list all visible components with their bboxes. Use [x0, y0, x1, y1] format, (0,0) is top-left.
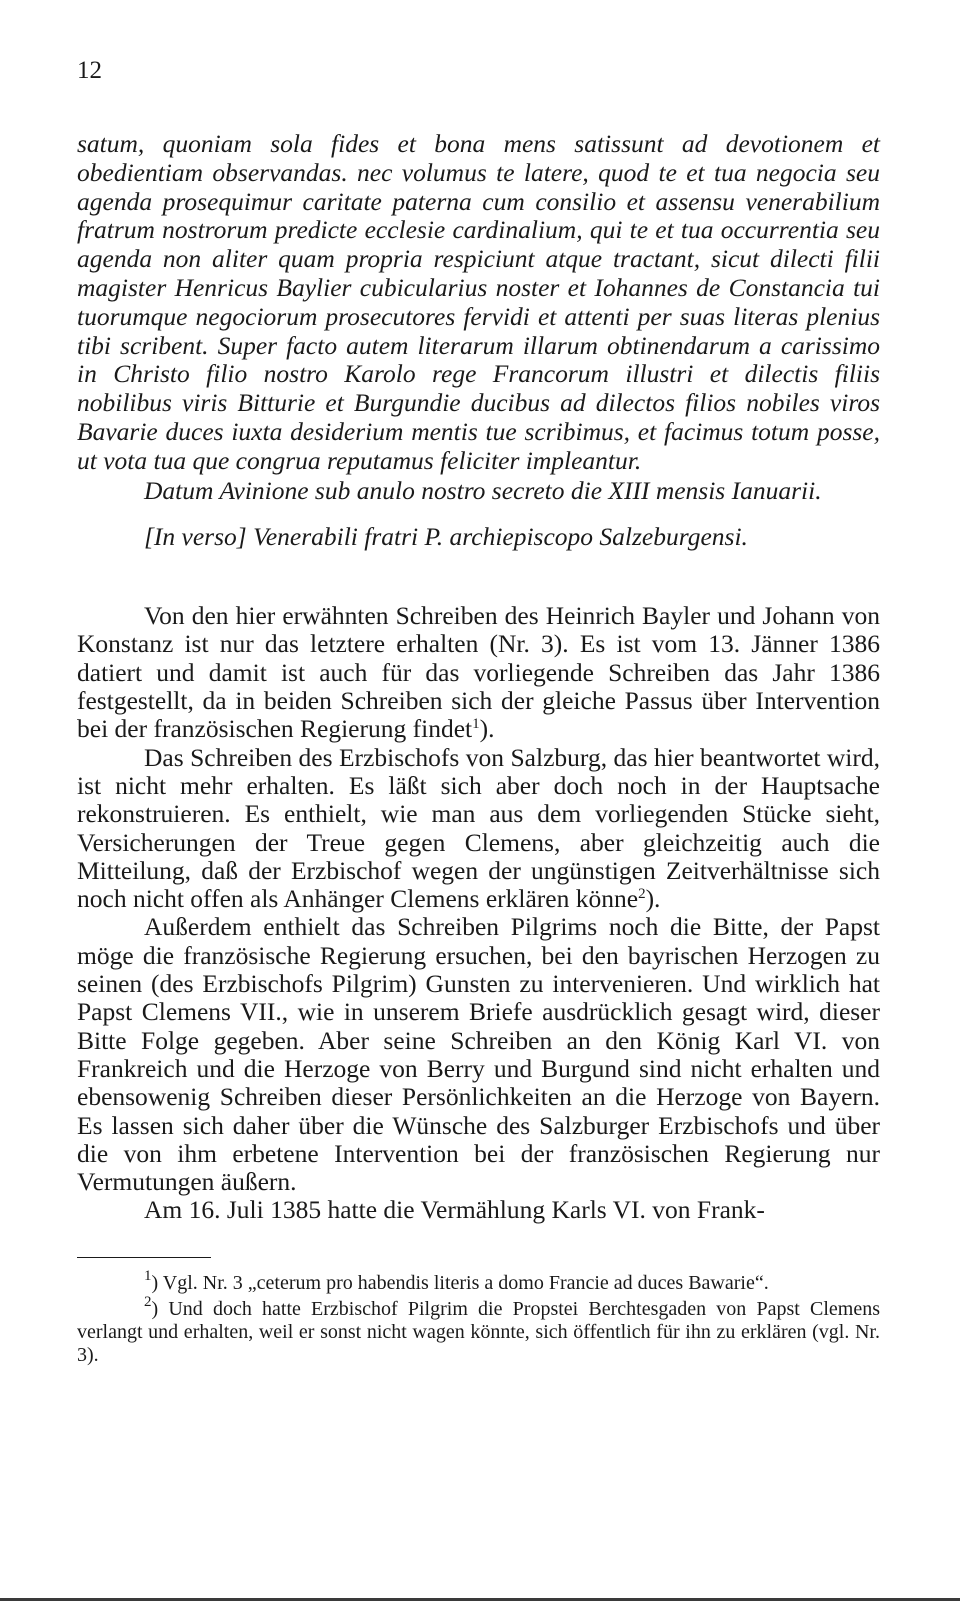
commentary-paragraph-2: [77, 744, 880, 914]
latin-letter-text: satum, quoniam sola fides et bona mens satissunt ad devotionem et obedientiam observandas. nec volumus te latere, quod te et tua negocia seu agenda prosequimur caritate paterna cum consilio et assensu venerabilium fratrum nostrorum predicte ecclesie cardinalium, qui te et tua occurrentia seu agenda non aliter quam propria respiciunt atque tractant, sicut dilecti filii magister Henricus Baylier cubicularius noster et Iohannes de Constancia tui tuorumque negociorum prosecutores fervidi et attenti per suas literas plenius tibi scribent. Super facto autem literarum illarum obtinendarum a carissimo in Christo filio nostro Karolo rege Francorum illustri et dilectis filiis nobilibus viris Bitturie et Burgundie ducibus ad dilectos filios nobiles viros Bavarie duces iuxta desiderium mentis tue scribimus, et facimus totum posse, ut vota tua que congrua reputamus feliciter impleantur.: [77, 129, 880, 475]
footnote-2-text: ) Und doch hatte Erzbischof Pilgrim die Propstei Berchtesgaden von Papst Clemens verlangt und erhalten, weil er sonst nicht wagen könnte, sich öffentlich für ihn zu erklären (vgl. Nr. 3).: [77, 1298, 880, 1367]
book-page: [77, 56, 880, 1367]
latin-verso-address: [In verso] Venerabili fratri P. archiepiscopo Salzeburgensi.: [144, 522, 748, 552]
footnote-divider: [77, 1257, 211, 1258]
footnote-1: [77, 1267, 880, 1295]
commentary-paragraph-4: Am 16. Juli 1385 hatte die Vermählung Karls VI. von Frank-: [144, 1195, 765, 1225]
page-number: 12: [77, 57, 102, 84]
commentary-paragraph-1-text: Von den hier erwähnten Schreiben des Heinrich Bayler und Johann von Konstanz ist nur das letztere erhalten (Nr. 3). Es ist vom 13. Jänner 1386 datiert und damit ist auch für das vorliegende Schreiben das Jahr 1386 festgestellt, da in beiden Schreiben sich der gleiche Passus über Intervention bei der französischen Regierung findet: [77, 601, 880, 744]
latin-dating-clause: Datum Avinione sub anulo nostro secreto die XIII mensis Ianuarii.: [144, 475, 822, 505]
footnote-2: [77, 1294, 880, 1367]
footnote-2-marker: 2: [144, 1294, 152, 1311]
commentary-paragraph-2-text: Das Schreiben des Erzbischofs von Salzburg, das hier beantwortet wird, ist nicht mehr erhalten. Es läßt sich aber doch noch in der Hauptsache rekonstruieren. Es enthielt, wie man aus dem vorliegenden Stücke sieht, Versicherungen der Treue gegen Clemens, aber gleichzeitig auch die Mitteilung, daß der Erzbischof wegen der ungünstigen Zeitverhältnisse sich noch nicht offen als Anhänger Clemens erklären könne: [77, 742, 880, 914]
commentary-paragraph-3: Außerdem enthielt das Schreiben Pilgrims noch die Bitte, der Papst möge die französische Regierung ersuchen, bei den bayrischen Herzogen zu seinen (des Erzbischofs Pilgrim) Gunsten zu intervenieren. Und wirklich hat Papst Clemens VII., wie in unserem Briefe ausdrücklich gesagt wird, dieser Bitte Folge gegeben. Aber seine Schreiben an den König Karl VI. von Frankreich und die Herzoge von Berry und Burgund sind nicht erhalten und ebensowenig Schreiben dieser Persönlichkeiten an die Herzoge von Bayern. Es lassen sich daher über die Wünsche des Salzburger Erzbischofs und über die von ihm erbetene Intervention bei der französischen Regierung nur Vermutungen äußern.: [77, 912, 880, 1197]
footnote-ref-1: 1: [472, 716, 480, 733]
footnote-1-marker: 1: [144, 1267, 152, 1284]
commentary-paragraph-2-end: ).: [645, 884, 661, 914]
footnote-1-text: ) Vgl. Nr. 3 „ceterum pro habendis literis a domo Francie ad duces Bawarie“.: [151, 1271, 769, 1294]
footnote-ref-2: 2: [638, 886, 646, 903]
commentary-paragraph-1-end: ).: [479, 714, 495, 744]
commentary-paragraph-1: [77, 602, 880, 743]
